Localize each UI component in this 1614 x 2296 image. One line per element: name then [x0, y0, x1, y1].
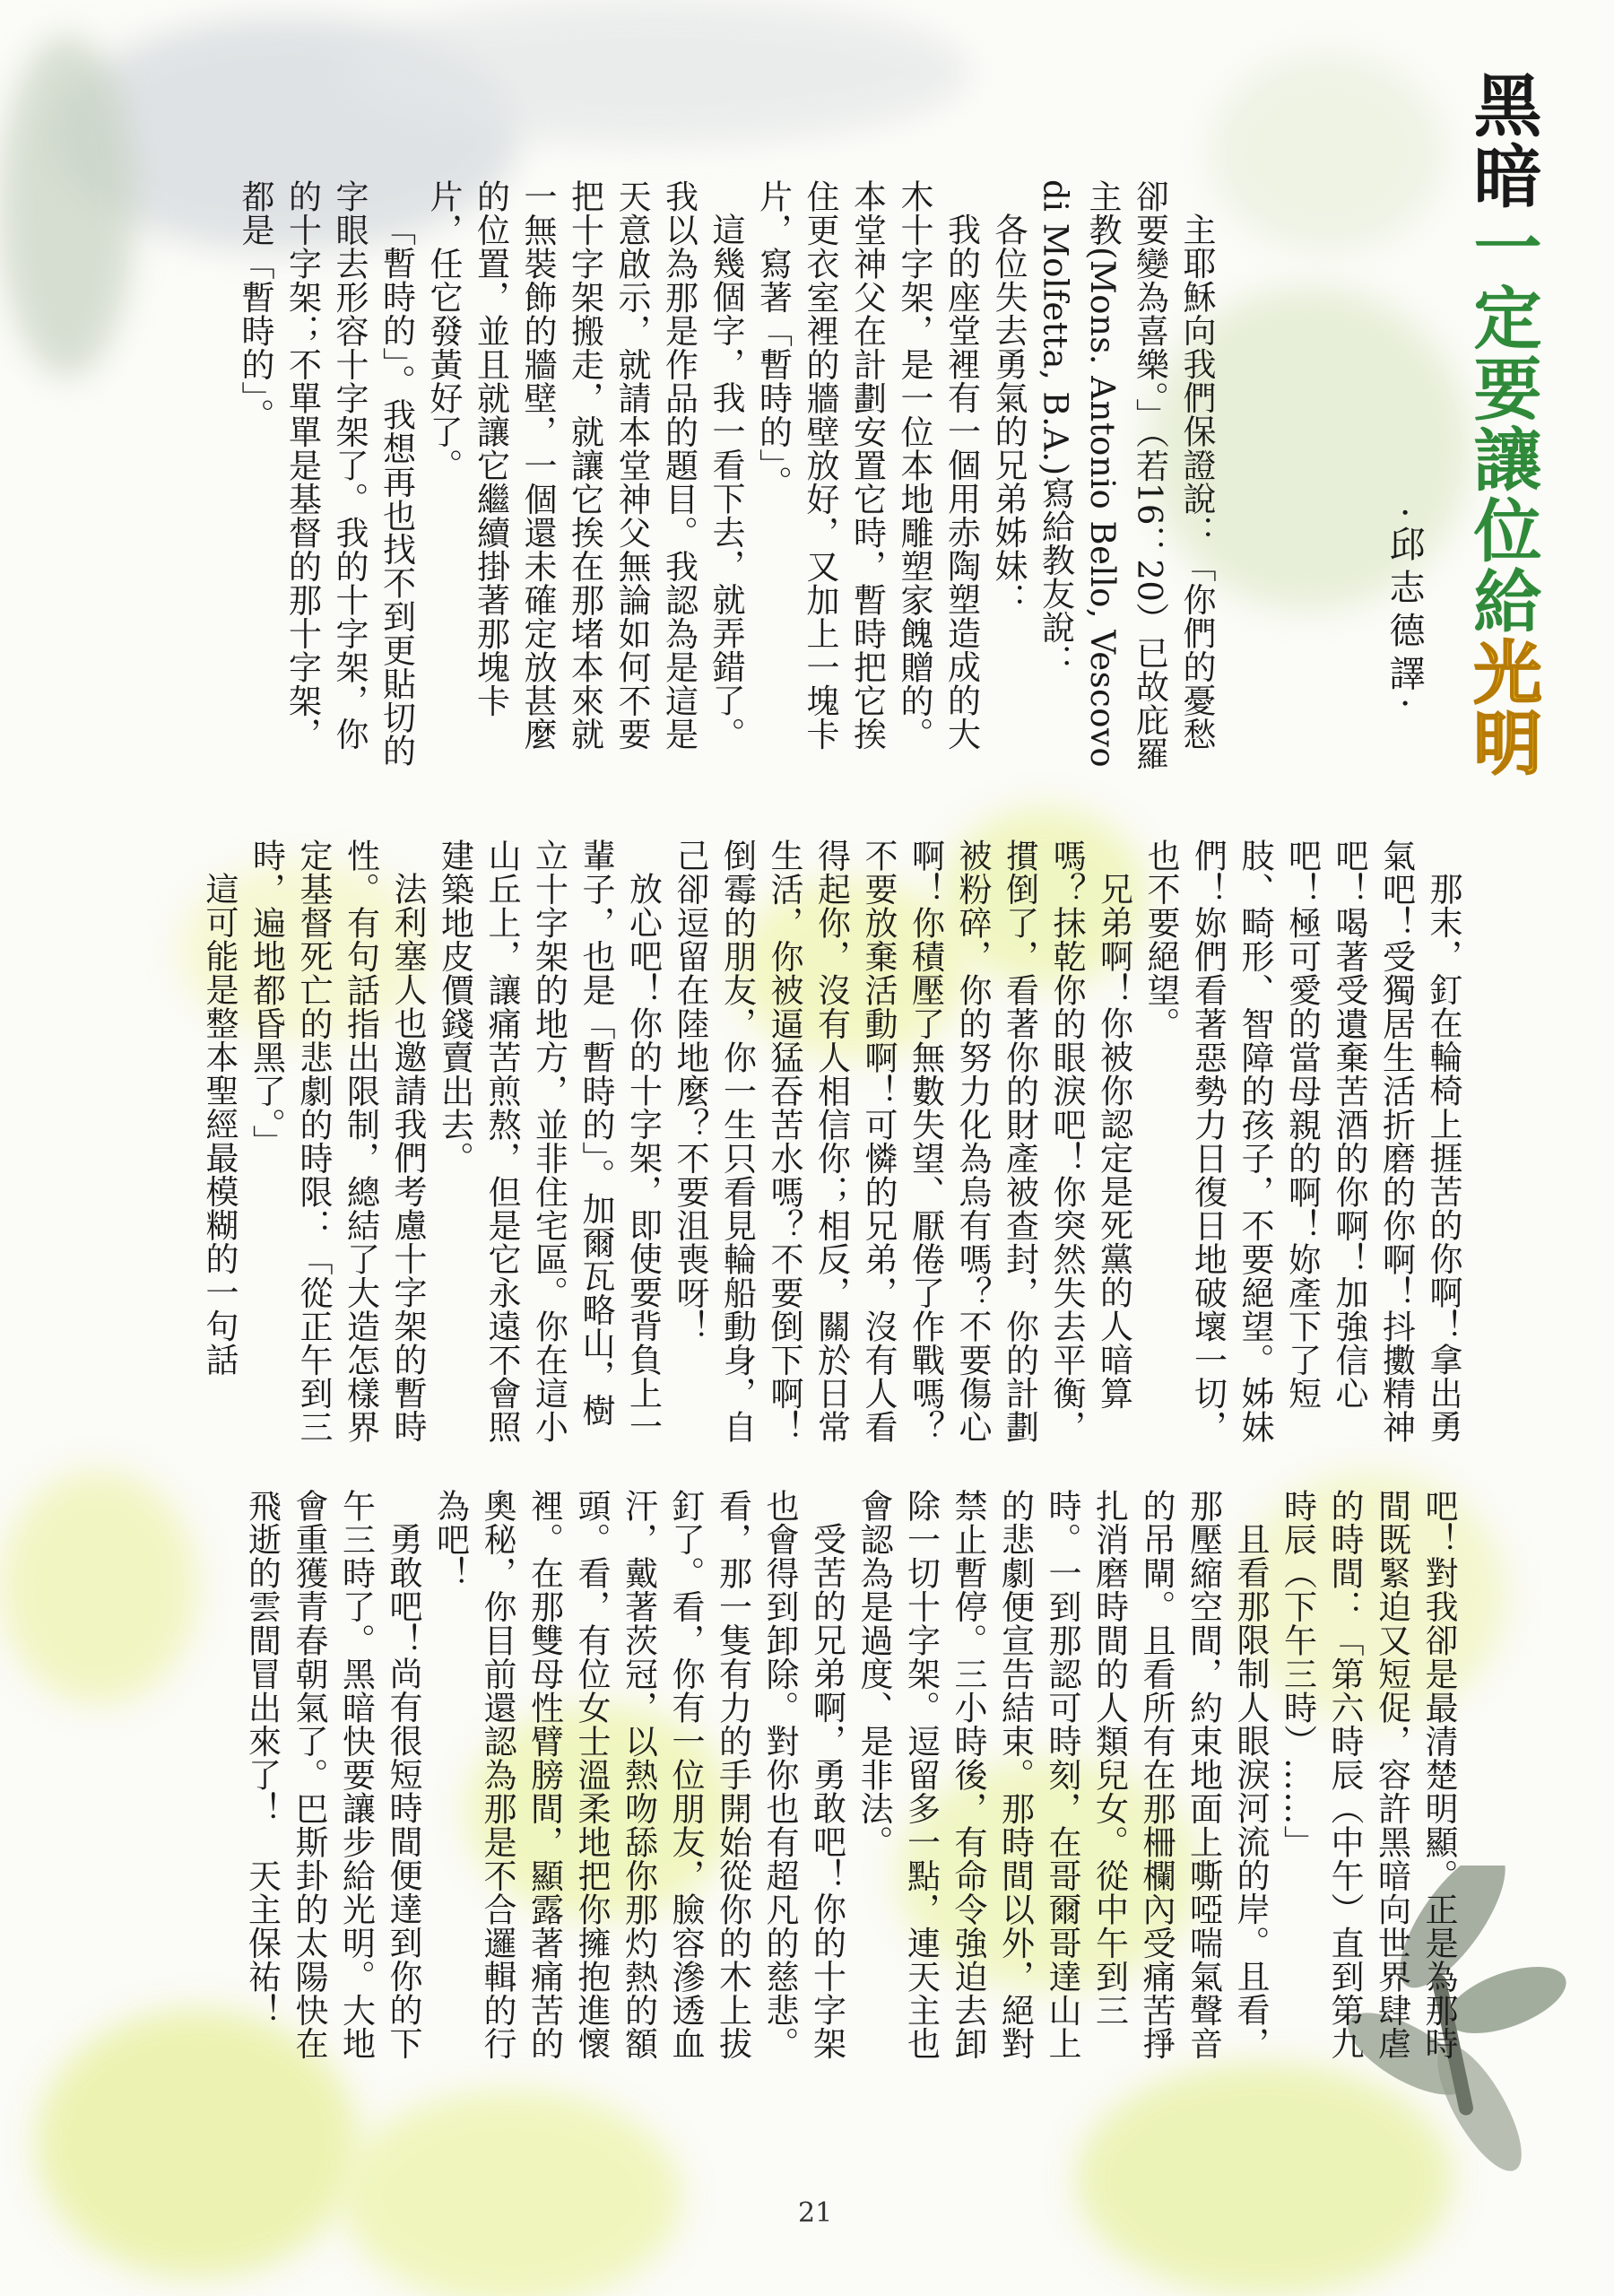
title-part-green: 一定要讓位給: [1462, 212, 1542, 637]
paragraph: 受苦的兄弟啊，勇敢吧！你的十字架也會得到卸除。對你也有超凡的慈悲。看，那一隻有力的手開始從你的木上拔釘了。看，你有一位朋友，臉容滲透血汗，戴著茨冠，以熱吻舔你那灼熱的額頭。看，有位女士溫柔地把你擁抱進懷裡。在那雙母性臂膀間，顯露著痛苦的奧秘，你目前還認為那是不合邏輯的行為吧！: [430, 1489, 846, 2061]
paragraph: 吧！對我卻是最清楚明顯。正是為那時間既緊迫又短促，容許黑暗向世界肆虐的時間：「第六時辰（中午）直到第九時辰（下午三時）……」: [1278, 1489, 1458, 2061]
paragraph: 放心吧！你的十字架，即使要背負上一輩子，也是「暫時的」。加爾瓦略山，樹立十字架的地方，並非住宅區。你在這小山丘上，讓痛苦煎熬，但是它永遠不會照建築地皮價錢賣出去。: [435, 839, 663, 1444]
title-part-yellow: 光明: [1462, 637, 1542, 778]
paragraph: 「暫時的」。我想再也找不到更貼切的字眼去形容十字架了。我的十字架，你的十字架；不單單是基督的那十字架，都是「暫時的」。: [236, 179, 416, 768]
leaf-shape: [1210, 54, 1444, 251]
byline: ·邱志德譯·: [1384, 507, 1425, 717]
paragraph: 勇敢吧！尚有很短時間便達到你的下午三時了。黑暗快要讓步給光明。大地會重獲青春朝氣了。巴斯卦的太陽快在飛逝的雲間冒出來了！ 天主保祐！: [242, 1489, 422, 2061]
paragraph: 兄弟啊！你被你認定是死黨的人暗算嗎？抹乾你的眼淚吧！你突然失去平衡，摜倒了，看著你的財產被查封，你的計劃被粉碎，你的努力化為烏有嗎？不要傷心啊！你積壓了無數失望、厭倦了作戰嗎？不要放棄活動啊！可憐的兄弟，沒有人看得起你，沒有人相信你；相反，關於日常生活，你被逼猛吞苦水嗎？不要倒下啊！倒霉的朋友，你一生只看見輪船動身，自己卻逗留在陸地麼？不要沮喪呀！: [671, 839, 1133, 1444]
text-column-bottom: [215, 1489, 1462, 2081]
paragraph: 主耶穌向我們保證說：「你們的憂愁卻要變為喜樂。」（若16：20）已故庇羅主教(Mons. Antonio Bello, Vescovo di Molfetta, B.A.)寫給教友說：: [1036, 179, 1216, 770]
paragraph: 各位失去勇氣的兄弟姊妹：: [989, 213, 1028, 616]
white-flower-shape: [341, 0, 968, 144]
text-column-middle: [166, 839, 1466, 1448]
paragraph: 這可能是整本聖經最模糊的一句話: [200, 872, 239, 1377]
yellow-flower-shape: [341, 2090, 681, 2296]
leaf-shape: [0, 36, 134, 377]
paragraph: 這幾個字，我一看下去，就弄錯了。我以為那是作品的題目。我認為是這是天意啟示，就請本堂神父無論如何不要把十字架搬走，就讓它挨在那堵本來就一無裝飾的牆壁，一個還未確定放甚麼的位置，並且就讓它繼續掛著那塊卡片，任它發黃好了。: [424, 179, 745, 752]
paragraph: 我的座堂裡有一個用赤陶塑造成的大木十字架，是一位本地雕塑家餽贈的。本堂神父在計劃安置它時，暫時把它挨住更衣室裡的牆壁放好，又加上一塊卡片，寫著「暫時的」。: [753, 179, 981, 752]
paragraph: 那末，釘在輪椅上捱苦的你啊！拿出勇氣吧！受獨居生活折磨的你啊！抖擻精神吧！喝著受遺棄苦酒的你啊！加強信心吧！極可愛的當母親的啊！妳產下了短肢、畸形、智障的孩子，不要絕望。姊妹們！妳們看著惡勢力日復日地破壞一切，也不要絕望。: [1141, 839, 1462, 1444]
yellow-flower-shape: [0, 1471, 197, 1704]
paragraph: 且看那限制人眼淚河流的岸。且看，那壓縮空間，約束地面上嘶啞喘氣聲音的吊閘。且看所有在那柵欄內受痛苦掙扎消磨時間的人類兒女。從中午到三時。一到那認可時刻，在哥爾哥達山上的悲劇便宣告結束。那時間以外，絕對禁止暫停。三小時後，有命令強迫去卸除一切十字架。逗留多一點，連天主也會認為是過度、是非法。: [855, 1489, 1270, 2061]
title-part-dark: 黑暗: [1462, 70, 1542, 212]
article-title: [1462, 70, 1542, 778]
text-column-top-left: [134, 179, 1219, 771]
page-number: 21: [798, 2197, 833, 2229]
paragraph: 法利塞人也邀請我們考慮十字架的暫時性。有句話指出限制，總結了大造怎樣界定基督死亡的悲劇的時限：「從正午到三時，遍地都昏黑了。」: [247, 839, 427, 1444]
